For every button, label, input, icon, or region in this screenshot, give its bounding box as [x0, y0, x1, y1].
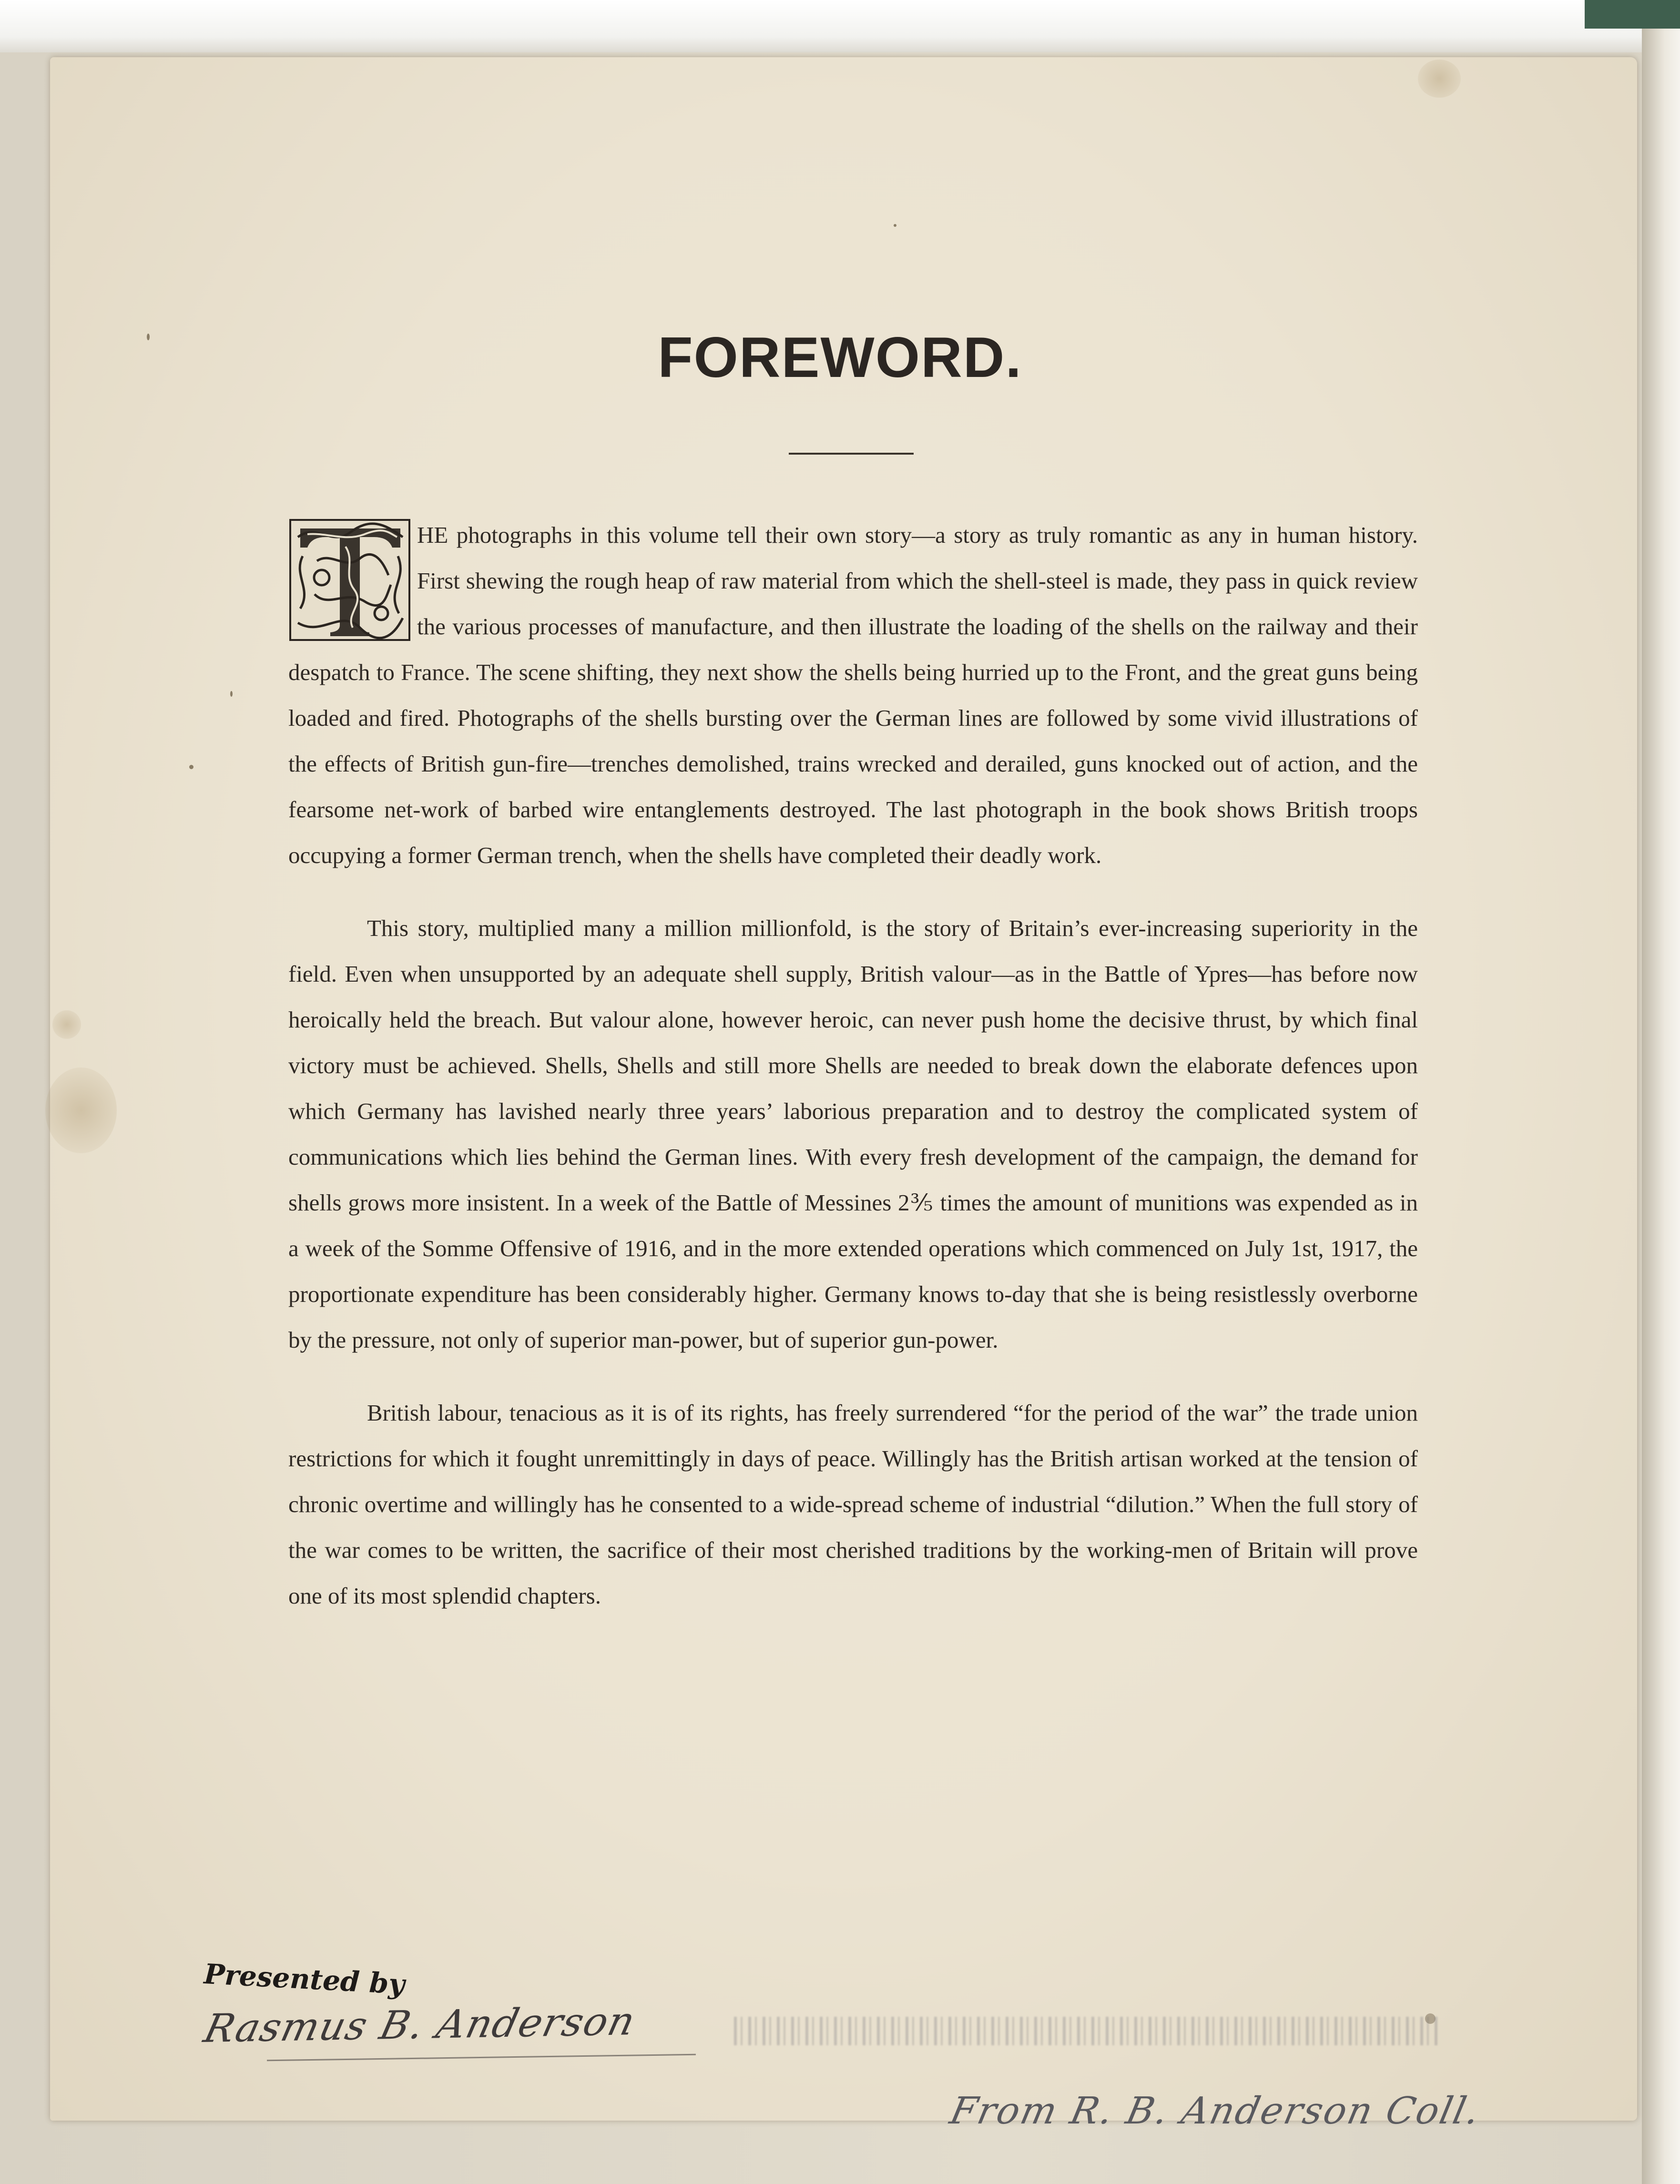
- paragraph-2: This story, multiplied many a million millionfold, is the story of Britain’s ever-increasing superiority in the field. Even when unsupported by an adequate shell supply, British valour—as in the Battle of Ypres—has before now heroically held the breach. But valour alone, however heroic, can never push home the decisive thrust, by which final victory must be achieved. Shells, Shells and still more Shells are needed to break down the elaborate defences upon which Germany has lavished nearly three years’ laborious preparation and to destroy the complicated system of communications which lies behind the German lines. With every fresh development of the campaign, the demand for shells grows more insistent. In a week of the Battle of Messines 2⅗ times the amount of munitions was expended as in a week of the Somme Offensive of 1916, and in the more extended operations which commenced on July 1st, 1917, the proportionate expenditure has been considerably higher. Germany knows to-day that she is being resistlessly overborne by the pressure, not only of superior man-power, but of superior gun-power.: [288, 915, 1418, 1353]
- paper-speck: [189, 765, 193, 769]
- paragraph-1: [288, 512, 1418, 878]
- paper-speck: [894, 224, 896, 227]
- scan-top-margin: [0, 0, 1680, 52]
- handwritten-signature: Rasmus B. Anderson: [199, 1999, 640, 2052]
- dropcap-ornament: [288, 518, 411, 642]
- presented-by-stamp: Presented by: [203, 1958, 406, 2001]
- page-title: FOREWORD.: [658, 325, 1022, 389]
- paper-stain: [45, 1067, 117, 1153]
- paper-speck: [230, 691, 233, 697]
- paragraph-3: British labour, tenacious as it is of its rights, has freely surrendered “for the period of the war” the trade union restrictions for which it fought unremittingly in days of peace. Willingly has the British artisan worked at the tension of chronic overtime and willingly has he consented to a wide-spread scheme of industrial “dilution.” When the full story of the war comes to be written, the sacrifice of their most cherished traditions by the working-men of Britain will prove one of its most splendid chapters.: [288, 1400, 1418, 1609]
- pencil-collection-note: From R. B. Anderson Coll.: [946, 2090, 1485, 2133]
- paper-stain: [52, 1010, 81, 1039]
- ornamental-dropcap-icon: [288, 518, 411, 642]
- faded-stamp-smudge: [734, 2017, 1439, 2045]
- foreword-text: [288, 512, 1418, 1619]
- book-cover-corner: [1585, 0, 1680, 29]
- paper-stain: [1418, 60, 1461, 98]
- paragraph-1-text: HE photographs in this volume tell their own story—a story as truly romantic as any in human history. First shewing the rough heap of raw material from which the shell-steel is made, they pass in quick review the various processes of manufacture, and then illustrate the loading of the shells on the railway and their despatch to France. The scene shifting, they next show the shells being hurried up to the Front, and the great guns being loaded and fired. Photographs of the shells bursting over the German lines are followed by some vivid illustrations of the effects of British gun-fire—trenches demolished, trains wrecked and derailed, guns knocked out of action, and the fearsome net-work of barbed wire entanglements destroyed. The last photograph in the book shows British troops occupying a former German trench, when the shells have completed their deadly work.: [288, 522, 1418, 868]
- title-rule: [789, 453, 914, 455]
